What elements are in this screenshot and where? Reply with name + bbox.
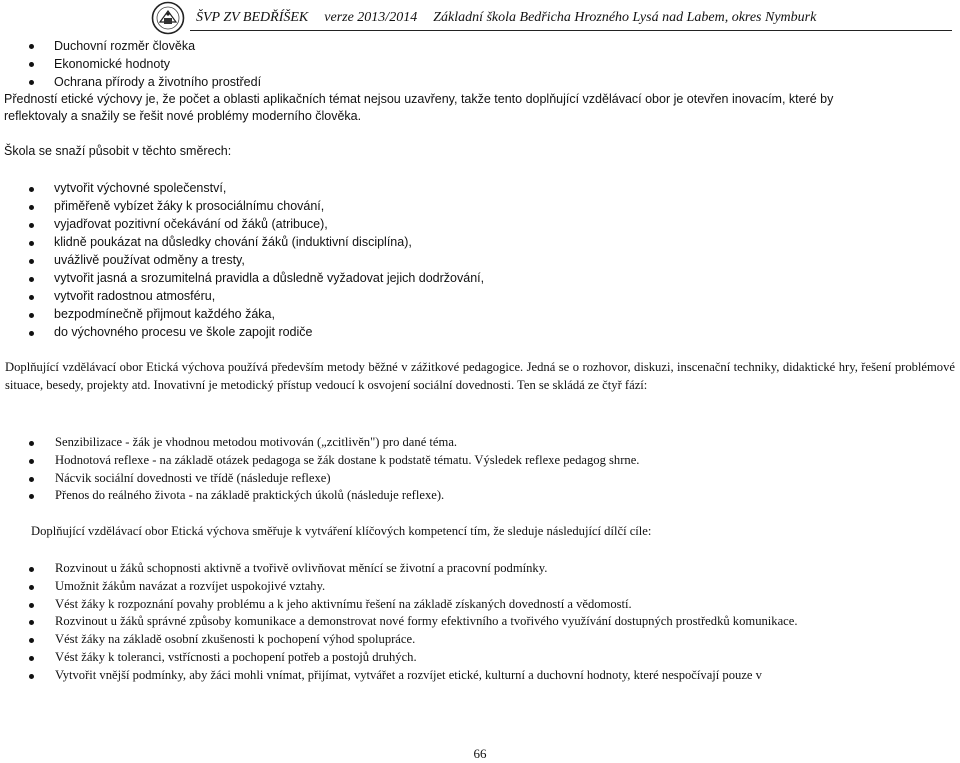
bullet-dot (29, 638, 34, 643)
list-item: Nácvik sociální dovednosti ve třídě (následuje reflexe) (55, 471, 331, 485)
list-item: vytvořit radostnou atmosféru, (54, 289, 216, 303)
bullet-dot (29, 295, 34, 300)
list-item: uvážlivě používat odměny a tresty, (54, 253, 245, 267)
list-item: vytvořit výchovné společenství, (54, 181, 227, 195)
list-item: Duchovní rozměr člověka (54, 39, 196, 53)
bullet-dot (29, 674, 34, 679)
bullet-dot (29, 313, 34, 318)
list-item: Hodnotová reflexe - na základě otázek pedagoga se žák dostane k podstatě tématu. Výsledek reflexe pedagog shrne. (55, 453, 640, 467)
list-item: Senzibilizace - žák je vhodnou metodou motivován („zcitlivěn") pro dané téma. (55, 435, 458, 449)
bullet-dot (29, 441, 34, 446)
bullet-dot (29, 187, 34, 192)
bullet-dot (29, 459, 34, 464)
list-item: Vytvořit vnější podmínky, aby žáci mohli vnímat, přijímat, vytvářet a rozvíjet etické, kulturní a duchovní hodnoty, které nespočívají pouze v (55, 668, 762, 682)
bullet-dot (29, 80, 34, 85)
section-intro: Škola se snaží působit v těchto směrech: (4, 144, 232, 158)
list-item: přiměřeně vybízet žáky k prosociálnímu chování, (54, 199, 325, 213)
bullet-dot (29, 477, 34, 482)
bullet-dot (29, 205, 34, 210)
bullet-dot (29, 656, 34, 661)
paragraph-line: Předností etické výchovy je, že počet a oblasti aplikačních témat nejsou uzavřeny, takže tento doplňující vzdělávací obor je otevřen inovacím, které by (4, 92, 834, 106)
list-item: Umožnit žákům navázat a rozvíjet uspokojivé vztahy. (55, 579, 326, 593)
list-item: Přenos do reálného života - na základě praktických úkolů (následuje reflexe). (55, 488, 445, 502)
list-item: vyjadřovat pozitivní očekávání od žáků (atribuce), (54, 217, 328, 231)
list-item: Vést žáky k rozpoznání povahy problému a k jeho aktivnímu řešení na základě získaných dovedností a vědomostí. (55, 597, 632, 611)
bullet-dot (29, 277, 34, 282)
bullet-dot (29, 620, 34, 625)
list-item: Vést žáky na základě osobní zkušenosti k pochopení výhod spolupráce. (55, 632, 416, 646)
paragraph-competences: Doplňující vzdělávací obor Etická výchova směřuje k vytváření klíčových kompetencí tím, že sleduje následující dílčí cíle: (31, 524, 652, 538)
list-item: klidně poukázat na důsledky chování žáků (induktivní disciplína), (54, 235, 412, 249)
header-program: ŠVP ZV BEDŘÍŠEK (196, 10, 309, 25)
paragraph-methods: Doplňující vzdělávací obor Etická výchova používá především metody běžné v zážitkové pedagogice. Jedná se o rozhovor, diskuzi, inscenační techniky, didaktické hry, řešení problémové situace, besedy, projekty atd. Inovativní je metodický přístup vedoucí k osvojení sociální dovednosti. Ten se skládá ze čtyř fází: (5, 360, 955, 392)
page-number: 66 (473, 746, 487, 761)
bullet-dot (29, 585, 34, 590)
list-item: bezpodmínečně přijmout každého žáka, (54, 307, 275, 321)
list-item: Ekonomické hodnoty (54, 57, 171, 71)
paragraph-line: reflektovaly a snažily se řešit nové problémy moderního člověka. (4, 109, 362, 123)
bullet-dot (29, 44, 34, 49)
list-item: Rozvinout u žáků schopnosti aktivně a tvořivě ovlivňovat měnící se životní a pracovní podmínky. (55, 561, 548, 575)
bullet-dot (29, 494, 34, 499)
bullet-dot (29, 603, 34, 608)
bullet-dot (29, 62, 34, 67)
list-item: Vést žáky k toleranci, vstřícnosti a pochopení potřeb a postojů druhých. (55, 650, 417, 664)
header-school: Základní škola Bedřicha Hrozného Lysá nad Labem, okres Nymburk (433, 10, 817, 25)
bullet-dot (29, 241, 34, 246)
bullet-dot (29, 223, 34, 228)
list-item: vytvořit jasná a srozumitelná pravidla a důsledně vyžadovat jejich dodržování, (54, 271, 485, 285)
list-item: Rozvinout u žáků správné způsoby komunikace a demonstrovat nové formy efektivního a tvořivého využívání dostupných prostředků komunikace. (55, 614, 798, 628)
header-version: verze 2013/2014 (324, 10, 418, 25)
bullet-dot (29, 567, 34, 572)
list-item: do výchovného procesu ve škole zapojit rodiče (54, 325, 313, 339)
bullet-dot (29, 331, 34, 336)
bullet-dot (29, 259, 34, 264)
list-item: Ochrana přírody a životního prostředí (54, 75, 262, 89)
